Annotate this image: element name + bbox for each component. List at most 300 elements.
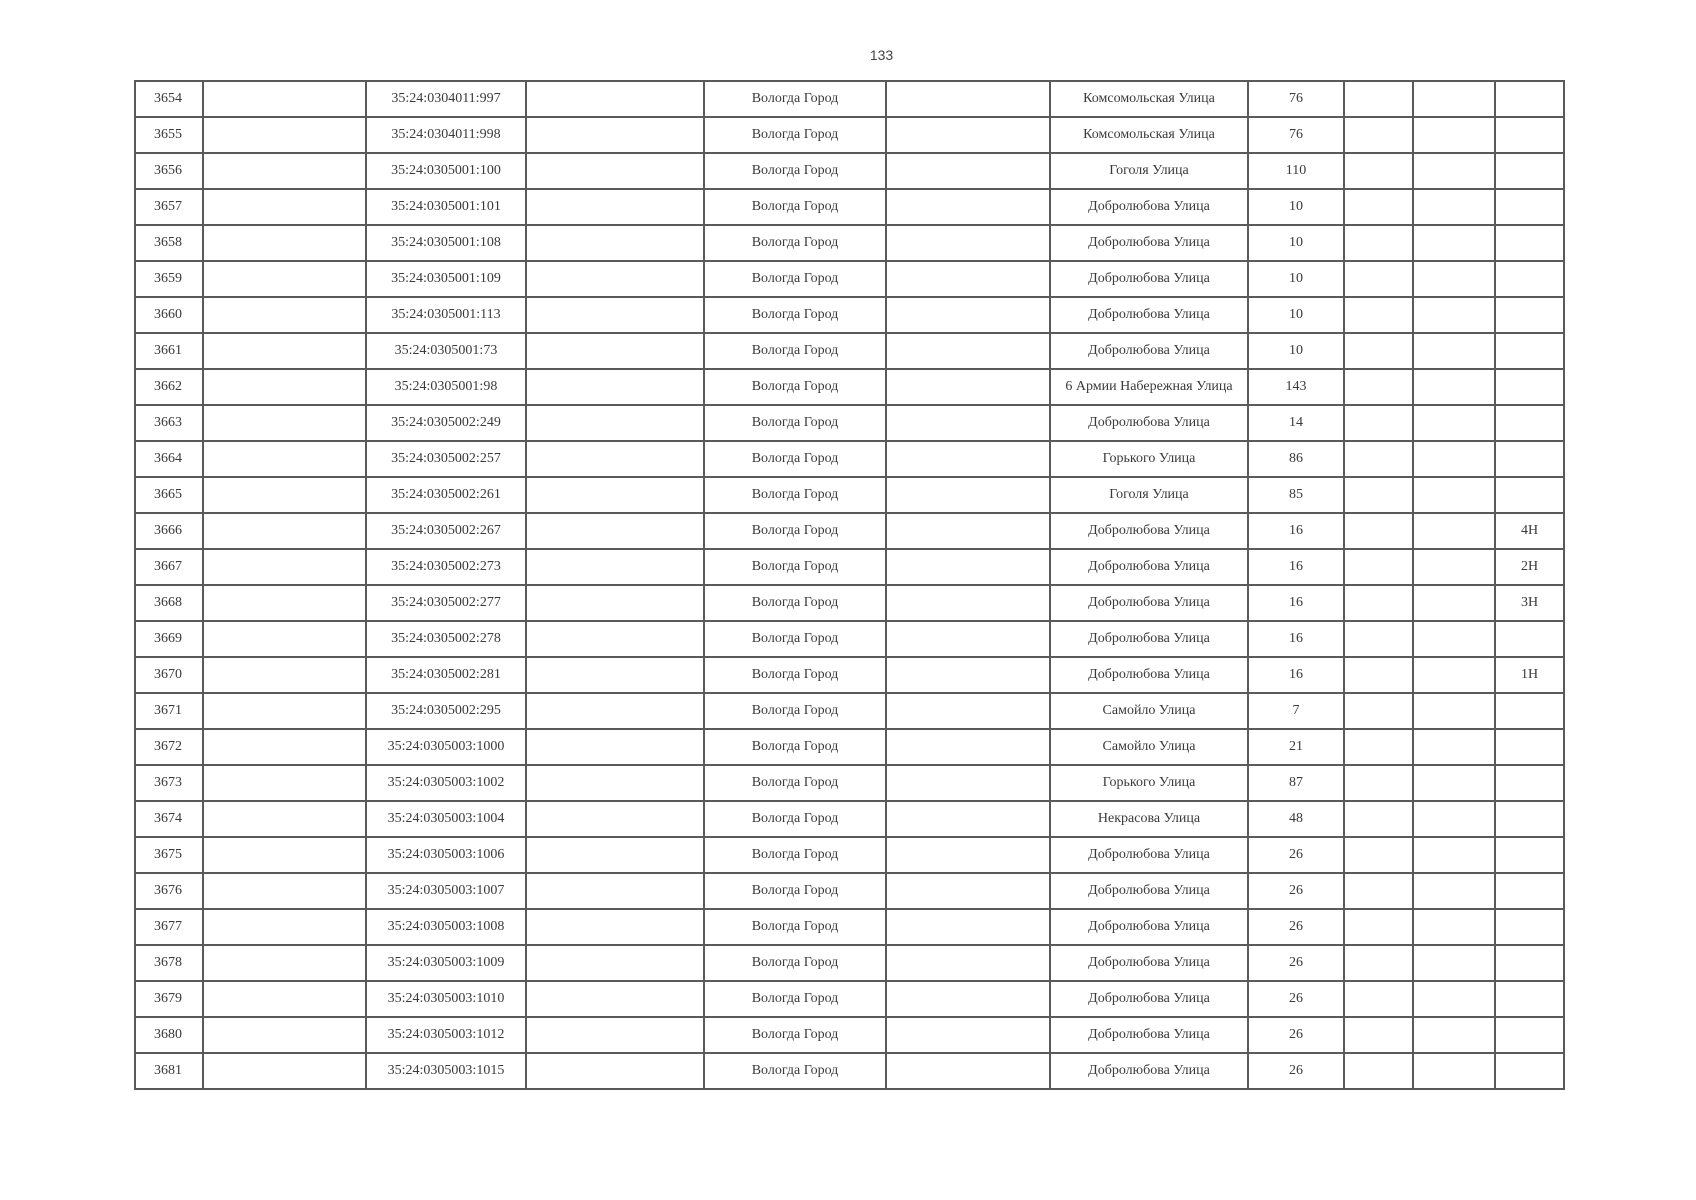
table-row (135, 657, 1564, 693)
cell-empty (886, 153, 1050, 189)
table-row (135, 225, 1564, 261)
cell-row-number: 3674 (135, 801, 203, 837)
cell-row-number: 3680 (135, 1017, 203, 1053)
cell-cadastral-number: 35:24:0305002:295 (366, 693, 526, 729)
cell-empty (886, 657, 1050, 693)
cell-empty (1413, 729, 1495, 765)
cell-city: Вологда Город (704, 837, 886, 873)
cell-empty (1344, 837, 1413, 873)
cell-house-number: 48 (1248, 801, 1344, 837)
cell-street: Гоголя Улица (1050, 477, 1248, 513)
cell-empty (1413, 117, 1495, 153)
cell-house-number: 7 (1248, 693, 1344, 729)
cell-empty (526, 621, 704, 657)
cell-house-number: 26 (1248, 1053, 1344, 1089)
cell-street: Добролюбова Улица (1050, 405, 1248, 441)
cell-row-number: 3654 (135, 81, 203, 117)
table-row (135, 873, 1564, 909)
cell-empty (526, 549, 704, 585)
cell-cadastral-number: 35:24:0305002:267 (366, 513, 526, 549)
cell-empty (203, 477, 366, 513)
table-row (135, 693, 1564, 729)
table-row (135, 261, 1564, 297)
table-row (135, 981, 1564, 1017)
cell-house-number: 85 (1248, 477, 1344, 513)
cell-cadastral-number: 35:24:0305003:1007 (366, 873, 526, 909)
cell-premises (1495, 621, 1564, 657)
cell-empty (1413, 909, 1495, 945)
cell-street: Добролюбова Улица (1050, 837, 1248, 873)
cell-house-number: 10 (1248, 225, 1344, 261)
cell-empty (1413, 189, 1495, 225)
cell-cadastral-number: 35:24:0305003:1002 (366, 765, 526, 801)
cell-empty (886, 1053, 1050, 1089)
cell-row-number: 3666 (135, 513, 203, 549)
cell-cadastral-number: 35:24:0305001:109 (366, 261, 526, 297)
cell-empty (1344, 81, 1413, 117)
table-row (135, 801, 1564, 837)
cell-empty (203, 1053, 366, 1089)
cell-cadastral-number: 35:24:0305002:249 (366, 405, 526, 441)
cell-empty (203, 837, 366, 873)
cell-house-number: 87 (1248, 765, 1344, 801)
cell-row-number: 3672 (135, 729, 203, 765)
cell-empty (1344, 513, 1413, 549)
cell-empty (886, 405, 1050, 441)
cell-empty (1413, 261, 1495, 297)
cell-empty (1413, 693, 1495, 729)
cell-premises (1495, 729, 1564, 765)
cell-row-number: 3665 (135, 477, 203, 513)
cell-street: Комсомольская Улица (1050, 81, 1248, 117)
cell-empty (886, 81, 1050, 117)
cell-empty (1413, 657, 1495, 693)
cell-row-number: 3676 (135, 873, 203, 909)
cell-cadastral-number: 35:24:0305002:273 (366, 549, 526, 585)
cell-house-number: 16 (1248, 549, 1344, 585)
cell-empty (203, 981, 366, 1017)
cell-street: Добролюбова Улица (1050, 873, 1248, 909)
cell-city: Вологда Город (704, 801, 886, 837)
cell-empty (203, 261, 366, 297)
cell-premises (1495, 117, 1564, 153)
cell-empty (1413, 405, 1495, 441)
cell-empty (526, 909, 704, 945)
cell-empty (1344, 225, 1413, 261)
cell-row-number: 3679 (135, 981, 203, 1017)
cell-house-number: 76 (1248, 81, 1344, 117)
cell-city: Вологда Город (704, 333, 886, 369)
cell-city: Вологда Город (704, 189, 886, 225)
cell-street: Горького Улица (1050, 441, 1248, 477)
table-row (135, 513, 1564, 549)
cell-street: Добролюбова Улица (1050, 945, 1248, 981)
cell-empty (203, 189, 366, 225)
cell-city: Вологда Город (704, 621, 886, 657)
cell-cadastral-number: 35:24:0305001:73 (366, 333, 526, 369)
cell-house-number: 26 (1248, 981, 1344, 1017)
cell-street: Добролюбова Улица (1050, 333, 1248, 369)
cell-premises (1495, 981, 1564, 1017)
cell-city: Вологда Город (704, 153, 886, 189)
cell-house-number: 14 (1248, 405, 1344, 441)
cell-empty (203, 909, 366, 945)
cell-empty (886, 117, 1050, 153)
cell-row-number: 3678 (135, 945, 203, 981)
cell-empty (1344, 585, 1413, 621)
cell-cadastral-number: 35:24:0305003:1010 (366, 981, 526, 1017)
cell-house-number: 26 (1248, 1017, 1344, 1053)
cell-city: Вологда Город (704, 369, 886, 405)
cell-city: Вологда Город (704, 261, 886, 297)
cell-cadastral-number: 35:24:0305003:1004 (366, 801, 526, 837)
table-row (135, 549, 1564, 585)
cell-empty (203, 513, 366, 549)
cell-empty (886, 513, 1050, 549)
cell-empty (1344, 297, 1413, 333)
cell-empty (203, 693, 366, 729)
cell-street: Добролюбова Улица (1050, 981, 1248, 1017)
cell-empty (1344, 657, 1413, 693)
table-row (135, 621, 1564, 657)
cell-empty (203, 945, 366, 981)
cell-empty (526, 873, 704, 909)
cell-empty (886, 549, 1050, 585)
cell-empty (526, 441, 704, 477)
cell-city: Вологда Город (704, 585, 886, 621)
cell-row-number: 3656 (135, 153, 203, 189)
cell-empty (1344, 765, 1413, 801)
table-row (135, 405, 1564, 441)
cell-row-number: 3664 (135, 441, 203, 477)
cell-premises: 2Н (1495, 549, 1564, 585)
cell-empty (526, 765, 704, 801)
cell-premises (1495, 261, 1564, 297)
cell-empty (1413, 369, 1495, 405)
cell-empty (203, 801, 366, 837)
cell-house-number: 26 (1248, 837, 1344, 873)
cell-cadastral-number: 35:24:0305003:1006 (366, 837, 526, 873)
cell-city: Вологда Город (704, 909, 886, 945)
cell-empty (1413, 81, 1495, 117)
cell-empty (1413, 1053, 1495, 1089)
cell-street: Добролюбова Улица (1050, 549, 1248, 585)
cell-city: Вологда Город (704, 513, 886, 549)
cell-row-number: 3668 (135, 585, 203, 621)
cell-empty (1344, 369, 1413, 405)
cell-premises (1495, 801, 1564, 837)
cell-city: Вологда Город (704, 945, 886, 981)
table-row (135, 297, 1564, 333)
cell-empty (526, 837, 704, 873)
cell-empty (886, 369, 1050, 405)
cell-row-number: 3675 (135, 837, 203, 873)
cell-empty (1413, 981, 1495, 1017)
cell-empty (526, 513, 704, 549)
cell-premises (1495, 153, 1564, 189)
table-row (135, 837, 1564, 873)
cell-street: Добролюбова Улица (1050, 297, 1248, 333)
cell-empty (526, 405, 704, 441)
cell-empty (1413, 873, 1495, 909)
cell-empty (1413, 585, 1495, 621)
cell-empty (886, 801, 1050, 837)
cell-empty (203, 549, 366, 585)
cell-empty (1344, 945, 1413, 981)
cell-empty (886, 477, 1050, 513)
table-row (135, 441, 1564, 477)
cell-city: Вологда Город (704, 477, 886, 513)
cell-cadastral-number: 35:24:0305002:281 (366, 657, 526, 693)
cell-house-number: 26 (1248, 909, 1344, 945)
table-row (135, 81, 1564, 117)
cell-cadastral-number: 35:24:0304011:997 (366, 81, 526, 117)
cell-empty (1413, 765, 1495, 801)
cell-street: Добролюбова Улица (1050, 657, 1248, 693)
cell-empty (526, 117, 704, 153)
cell-street: Добролюбова Улица (1050, 1053, 1248, 1089)
cell-empty (1344, 441, 1413, 477)
cell-city: Вологда Город (704, 297, 886, 333)
cell-house-number: 26 (1248, 945, 1344, 981)
cell-house-number: 10 (1248, 189, 1344, 225)
cell-street: 6 Армии Набережная Улица (1050, 369, 1248, 405)
cell-cadastral-number: 35:24:0305001:98 (366, 369, 526, 405)
cell-row-number: 3681 (135, 1053, 203, 1089)
cell-empty (203, 153, 366, 189)
cell-empty (203, 441, 366, 477)
cell-street: Самойло Улица (1050, 729, 1248, 765)
cell-row-number: 3662 (135, 369, 203, 405)
table-row (135, 1053, 1564, 1089)
cell-cadastral-number: 35:24:0305003:1009 (366, 945, 526, 981)
cell-street: Горького Улица (1050, 765, 1248, 801)
cell-cadastral-number: 35:24:0305002:277 (366, 585, 526, 621)
cell-empty (1344, 117, 1413, 153)
cell-cadastral-number: 35:24:0305003:1008 (366, 909, 526, 945)
cell-cadastral-number: 35:24:0305001:113 (366, 297, 526, 333)
cell-cadastral-number: 35:24:0304011:998 (366, 117, 526, 153)
cell-empty (886, 441, 1050, 477)
cell-premises (1495, 837, 1564, 873)
cell-row-number: 3670 (135, 657, 203, 693)
cell-empty (526, 981, 704, 1017)
cell-house-number: 16 (1248, 513, 1344, 549)
cell-cadastral-number: 35:24:0305003:1015 (366, 1053, 526, 1089)
cell-empty (886, 765, 1050, 801)
cell-empty (1413, 477, 1495, 513)
cell-city: Вологда Город (704, 729, 886, 765)
cell-empty (1344, 189, 1413, 225)
cell-empty (203, 405, 366, 441)
cell-premises (1495, 333, 1564, 369)
cell-empty (1413, 549, 1495, 585)
cell-city: Вологда Город (704, 81, 886, 117)
cell-row-number: 3658 (135, 225, 203, 261)
cell-street: Добролюбова Улица (1050, 621, 1248, 657)
cell-row-number: 3657 (135, 189, 203, 225)
cell-cadastral-number: 35:24:0305001:108 (366, 225, 526, 261)
table-body (135, 81, 1564, 1089)
cell-empty (1344, 873, 1413, 909)
cell-row-number: 3667 (135, 549, 203, 585)
cell-city: Вологда Город (704, 117, 886, 153)
table-row (135, 585, 1564, 621)
cell-empty (886, 837, 1050, 873)
cell-empty (1344, 981, 1413, 1017)
cell-street: Добролюбова Улица (1050, 585, 1248, 621)
cell-empty (203, 657, 366, 693)
cell-empty (526, 225, 704, 261)
cell-empty (1344, 333, 1413, 369)
cell-empty (526, 261, 704, 297)
cell-row-number: 3661 (135, 333, 203, 369)
cell-empty (526, 801, 704, 837)
cell-empty (1344, 729, 1413, 765)
cell-empty (886, 981, 1050, 1017)
cell-premises (1495, 909, 1564, 945)
cell-city: Вологда Город (704, 657, 886, 693)
table-row (135, 477, 1564, 513)
cell-empty (526, 729, 704, 765)
cell-premises (1495, 945, 1564, 981)
cell-empty (886, 333, 1050, 369)
cell-house-number: 21 (1248, 729, 1344, 765)
table-row (135, 909, 1564, 945)
cell-empty (526, 333, 704, 369)
cell-row-number: 3671 (135, 693, 203, 729)
cell-row-number: 3655 (135, 117, 203, 153)
cell-cadastral-number: 35:24:0305001:101 (366, 189, 526, 225)
cell-empty (1344, 693, 1413, 729)
cell-premises (1495, 81, 1564, 117)
cell-empty (203, 369, 366, 405)
cell-empty (886, 621, 1050, 657)
cell-city: Вологда Город (704, 1017, 886, 1053)
cell-empty (526, 657, 704, 693)
table-row (135, 333, 1564, 369)
cell-city: Вологда Город (704, 873, 886, 909)
cell-empty (1413, 153, 1495, 189)
cell-street: Добролюбова Улица (1050, 225, 1248, 261)
cell-row-number: 3673 (135, 765, 203, 801)
cell-empty (526, 189, 704, 225)
cell-cadastral-number: 35:24:0305001:100 (366, 153, 526, 189)
cell-empty (203, 585, 366, 621)
cell-empty (203, 873, 366, 909)
cell-house-number: 26 (1248, 873, 1344, 909)
table-row (135, 729, 1564, 765)
cell-house-number: 10 (1248, 261, 1344, 297)
cell-row-number: 3659 (135, 261, 203, 297)
cell-street: Добролюбова Улица (1050, 189, 1248, 225)
cell-empty (1344, 801, 1413, 837)
cell-house-number: 10 (1248, 297, 1344, 333)
cell-house-number: 76 (1248, 117, 1344, 153)
cell-empty (1413, 621, 1495, 657)
cell-empty (1344, 477, 1413, 513)
table-row (135, 945, 1564, 981)
cell-house-number: 110 (1248, 153, 1344, 189)
cell-empty (526, 945, 704, 981)
table-row (135, 153, 1564, 189)
cell-row-number: 3663 (135, 405, 203, 441)
cell-empty (1344, 153, 1413, 189)
cell-house-number: 16 (1248, 585, 1344, 621)
cell-empty (1413, 1017, 1495, 1053)
cell-premises (1495, 765, 1564, 801)
cell-cadastral-number: 35:24:0305002:257 (366, 441, 526, 477)
cell-empty (203, 333, 366, 369)
cell-empty (886, 261, 1050, 297)
cell-street: Добролюбова Улица (1050, 1017, 1248, 1053)
cell-street: Комсомольская Улица (1050, 117, 1248, 153)
cell-empty (203, 1017, 366, 1053)
cell-city: Вологда Город (704, 225, 886, 261)
cell-street: Некрасова Улица (1050, 801, 1248, 837)
cell-empty (203, 729, 366, 765)
cell-premises (1495, 873, 1564, 909)
cell-premises: 3Н (1495, 585, 1564, 621)
cell-empty (886, 693, 1050, 729)
cell-empty (526, 1053, 704, 1089)
cell-empty (203, 765, 366, 801)
table-row (135, 369, 1564, 405)
cell-empty (886, 945, 1050, 981)
cell-row-number: 3669 (135, 621, 203, 657)
cell-empty (526, 153, 704, 189)
cell-empty (526, 477, 704, 513)
cell-house-number: 86 (1248, 441, 1344, 477)
cell-empty (1344, 621, 1413, 657)
cell-empty (886, 297, 1050, 333)
cell-street: Гоголя Улица (1050, 153, 1248, 189)
cell-city: Вологда Город (704, 405, 886, 441)
cell-cadastral-number: 35:24:0305002:278 (366, 621, 526, 657)
cell-empty (203, 621, 366, 657)
cell-city: Вологда Город (704, 441, 886, 477)
cell-cadastral-number: 35:24:0305002:261 (366, 477, 526, 513)
cell-premises (1495, 477, 1564, 513)
cell-empty (886, 729, 1050, 765)
cell-premises (1495, 369, 1564, 405)
cell-street: Добролюбова Улица (1050, 909, 1248, 945)
cell-premises (1495, 189, 1564, 225)
cell-house-number: 10 (1248, 333, 1344, 369)
cell-empty (886, 1017, 1050, 1053)
cell-cadastral-number: 35:24:0305003:1000 (366, 729, 526, 765)
cell-empty (526, 585, 704, 621)
cell-empty (1413, 945, 1495, 981)
cell-row-number: 3660 (135, 297, 203, 333)
cell-empty (526, 297, 704, 333)
cell-empty (1344, 549, 1413, 585)
cell-premises (1495, 1017, 1564, 1053)
registry-table (134, 80, 1565, 1090)
cell-empty (526, 81, 704, 117)
cell-premises (1495, 693, 1564, 729)
cell-empty (1413, 513, 1495, 549)
table-row (135, 189, 1564, 225)
cell-city: Вологда Город (704, 1053, 886, 1089)
cell-empty (886, 909, 1050, 945)
cell-empty (1413, 441, 1495, 477)
cell-row-number: 3677 (135, 909, 203, 945)
cell-house-number: 16 (1248, 621, 1344, 657)
cell-empty (886, 873, 1050, 909)
cell-empty (1344, 1053, 1413, 1089)
page-number: 133 (869, 47, 894, 63)
